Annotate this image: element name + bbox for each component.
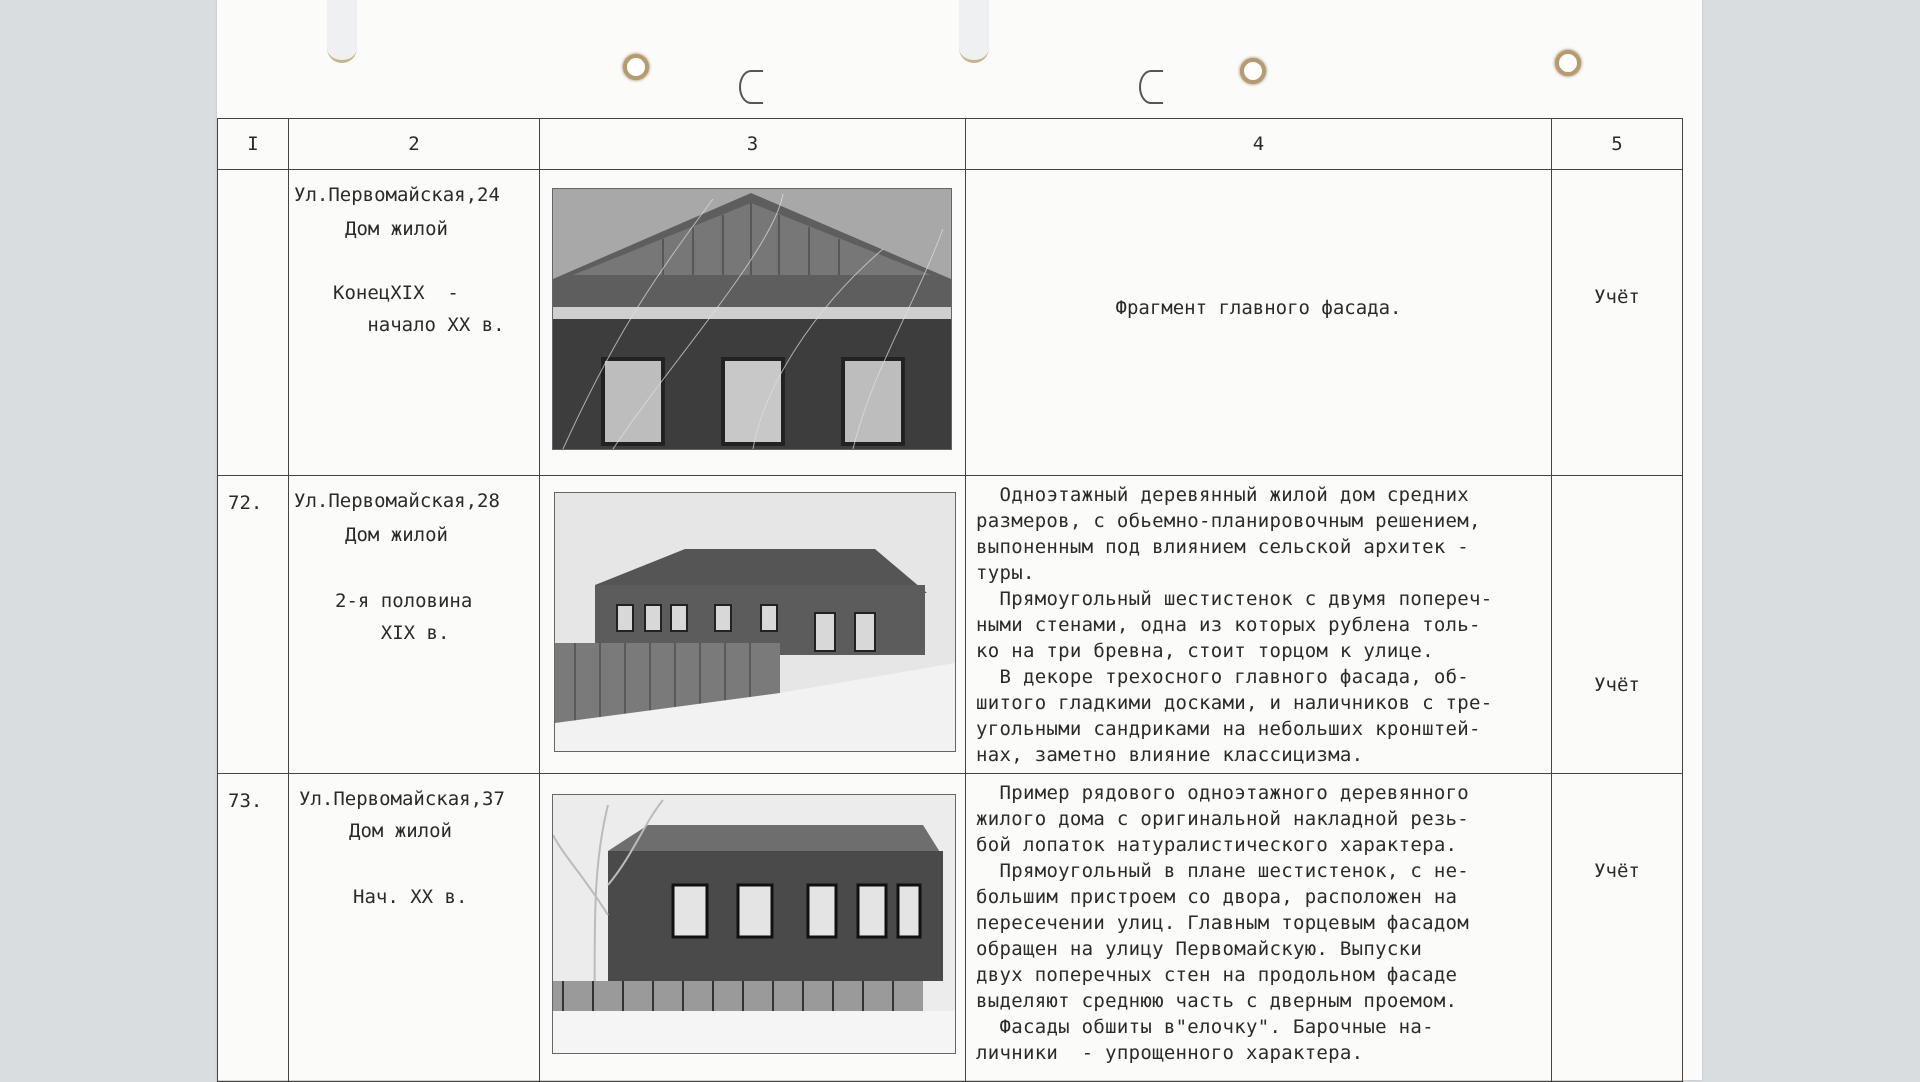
row-description-cell	[966, 774, 1552, 1082]
row-address: Ул.Первомайская,37	[299, 788, 505, 810]
header-col-4: 4	[966, 119, 1552, 170]
row-photo-cell	[540, 170, 966, 476]
row-date-line-1: 2-я половина	[335, 590, 473, 612]
house-photo	[552, 794, 956, 1054]
row-date-line-1: Нач. XX в.	[353, 886, 468, 908]
row-building-type: Дом жилой	[345, 218, 448, 240]
header-col-2: 2	[289, 119, 540, 170]
table-row	[218, 476, 1683, 774]
row-building-type: Дом жилой	[349, 820, 452, 842]
row-photo-cell	[540, 476, 966, 774]
row-status: Учёт	[1552, 476, 1683, 774]
header-col-1: I	[218, 119, 289, 170]
row-number: 73.	[218, 774, 289, 1082]
monument-register-table	[217, 118, 1683, 1082]
house-photo	[554, 492, 956, 752]
table-row	[218, 774, 1683, 1082]
header-col-3: 3	[540, 119, 966, 170]
row-number: 72.	[218, 476, 289, 774]
row-description: Одноэтажный деревянный жилой дом средних размеров, с обьемно-планировочным решением, выпоненным под влиянием сельской архитек - туры. Прямоугольный шестистенок с двумя попереч- ными стенами, одна из которых рублена толь- ко на три бревна, стоит торцом к улице. В декоре трехосного главного фасада, об- шитого гладкими досками, и наличников с тре- угольными сандриками на небольших кронштей- нах, заметно влияние классицизма.	[976, 484, 1493, 766]
row-description-cell	[966, 476, 1552, 774]
row-status: Учёт	[1552, 774, 1683, 1082]
row-date-line-2: XIX в.	[335, 622, 450, 644]
row-description: Фрагмент главного фасада.	[966, 170, 1552, 476]
binder-holes	[217, 0, 1702, 118]
row-address-cell	[289, 476, 540, 774]
punch-hole-icon	[1555, 50, 1581, 76]
row-address: Ул.Первомайская,24	[294, 184, 500, 206]
row-description: Пример рядового одноэтажного деревянного жилого дома с оригинальной накладной резь- бой лопаток натуралистического характера. Прямоугольный в плане шестистенок, с не- большим пристроем со двора, расположен на пересечении улиц. Главным торцевым фасадом обращен на улицу Первомайскую. Выпуски двух поперечных стен на продольном фасаде выделяют среднюю часть с дверным проемом. Фасады обшиты в"елочку". Барочные на- личники - упрощенного характера.	[976, 782, 1470, 1064]
punch-hole-icon	[1240, 58, 1266, 84]
punch-hole-icon	[623, 54, 649, 80]
row-status: Учёт	[1552, 170, 1683, 476]
table-header-row	[218, 119, 1683, 170]
row-photo-cell	[540, 774, 966, 1082]
ring-mark-icon	[739, 70, 763, 104]
row-date-line-1: КонецXIX -	[333, 282, 459, 304]
ring-mark-icon	[1139, 70, 1163, 104]
torn-edge-notch	[959, 0, 989, 63]
row-address: Ул.Первомайская,28	[294, 490, 500, 512]
header-col-5: 5	[1552, 119, 1683, 170]
house-photo	[552, 188, 952, 450]
row-number	[218, 170, 289, 476]
row-address-cell	[289, 170, 540, 476]
table-row	[218, 170, 1683, 476]
torn-edge-notch	[327, 0, 357, 63]
row-address-cell	[289, 774, 540, 1082]
row-building-type: Дом жилой	[345, 524, 448, 546]
row-date-line-2: начало XX в.	[333, 314, 505, 336]
register-sheet	[217, 0, 1702, 1080]
